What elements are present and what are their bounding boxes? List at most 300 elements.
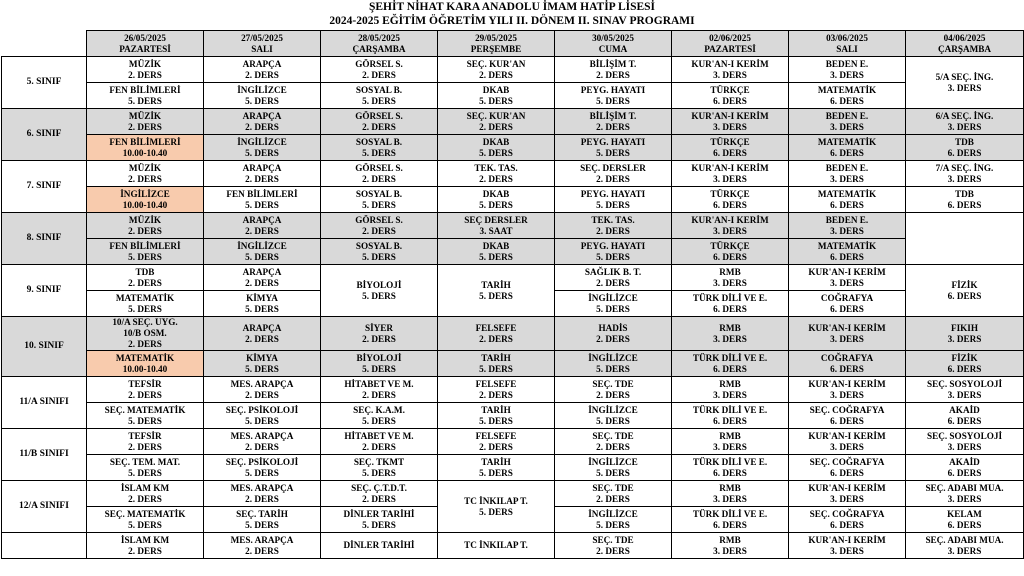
exam-cell bbox=[438, 403, 555, 429]
highlighted-exam-cell bbox=[87, 351, 204, 377]
exam-cell bbox=[789, 57, 906, 83]
exam-period: 6. DERS bbox=[947, 415, 982, 426]
exam-period: 3. DERS bbox=[830, 69, 864, 80]
exam-period: 2. DERS bbox=[128, 277, 162, 288]
exam-period: 3. DERS bbox=[947, 82, 982, 93]
subject-name: ARAPÇA bbox=[242, 110, 282, 121]
subject-name: HİTABET VE M. bbox=[344, 378, 414, 389]
schedule-row bbox=[2, 481, 1024, 507]
exam-cell bbox=[321, 507, 438, 533]
exam-period: 3. DERS bbox=[830, 389, 864, 400]
subject-name: TARİH bbox=[481, 404, 511, 415]
exam-cell bbox=[321, 455, 438, 481]
subject-name: İNGİLİZCE bbox=[588, 352, 638, 363]
exam-cell bbox=[204, 83, 321, 109]
exam-period: 2. DERS bbox=[245, 545, 279, 556]
class-label: 10. SINIF bbox=[2, 317, 87, 377]
exam-period: 2. DERS bbox=[128, 173, 162, 184]
exam-cell bbox=[87, 533, 204, 559]
subject-name: ARAPÇA bbox=[242, 266, 282, 277]
exam-period: 2. DERS bbox=[362, 441, 396, 452]
exam-cell bbox=[789, 291, 906, 317]
subject-name: FEN BİLİMLERİ bbox=[109, 84, 181, 95]
exam-period: 5. DERS bbox=[596, 251, 630, 262]
exam-period: 5. DERS bbox=[245, 95, 279, 106]
subject-name: SAĞLIK B. T. bbox=[584, 266, 642, 277]
subject-name: TARİH bbox=[481, 352, 511, 363]
subject-name: MATEMATİK bbox=[817, 84, 877, 95]
subject-name: TC İNKILAP T. bbox=[464, 540, 528, 550]
exam-cell bbox=[204, 291, 321, 317]
exam-cell bbox=[321, 57, 438, 83]
exam-period: 6. DERS bbox=[713, 95, 747, 106]
exam-period: 2. DERS bbox=[596, 389, 630, 400]
subject-name: BİLİŞİM T. bbox=[589, 110, 637, 121]
subject-name: SEÇ. DERSLER bbox=[580, 162, 646, 173]
exam-cell bbox=[789, 83, 906, 109]
subject-name: MES. ARAPÇA bbox=[230, 430, 294, 441]
exam-cell bbox=[438, 109, 555, 135]
day-name: SALI bbox=[251, 43, 273, 54]
exam-cell bbox=[204, 377, 321, 403]
exam-period: 3. DERS bbox=[830, 225, 864, 236]
subject-name: PEYG. HAYATI bbox=[580, 136, 646, 147]
class-label: 11/A SINIFI bbox=[2, 377, 87, 429]
subject-name: MÜZİK bbox=[128, 214, 162, 225]
subject-name: KUR'AN-I KERİM bbox=[808, 534, 886, 545]
subject-name: RMB bbox=[719, 322, 741, 333]
exam-cell bbox=[789, 403, 906, 429]
exam-cell bbox=[672, 213, 789, 239]
subject-name: DKAB bbox=[482, 136, 510, 147]
highlighted-exam-cell bbox=[87, 135, 204, 161]
subject-name: AKAİD bbox=[949, 456, 980, 467]
exam-period: 2. DERS bbox=[479, 121, 513, 132]
class-label bbox=[2, 533, 87, 559]
schedule-row bbox=[2, 351, 1024, 377]
exam-period: 3. DERS bbox=[713, 389, 747, 400]
subject-name: TÜRKÇE bbox=[710, 84, 750, 95]
subject-name: TARİH bbox=[481, 279, 511, 290]
exam-cell bbox=[672, 291, 789, 317]
subject-name: PEYG. HAYATI bbox=[580, 188, 646, 199]
exam-period: 3. DERS bbox=[947, 333, 982, 344]
exam-cell bbox=[789, 239, 906, 265]
exam-cell bbox=[555, 57, 672, 83]
subject-name: FIKIH bbox=[950, 322, 979, 333]
exam-cell bbox=[672, 265, 789, 291]
exam-cell bbox=[87, 507, 204, 533]
subject-name: MATEMATİK bbox=[817, 188, 877, 199]
exam-period: 2. DERS bbox=[596, 121, 630, 132]
exam-period: 2. DERS bbox=[596, 173, 630, 184]
exam-cell bbox=[906, 135, 1024, 161]
exam-cell bbox=[321, 135, 438, 161]
subject-name: FİZİK bbox=[951, 279, 978, 290]
subject-name: TDB bbox=[955, 136, 974, 147]
exam-cell bbox=[672, 507, 789, 533]
day-date: 30/05/2025 bbox=[592, 32, 634, 43]
exam-cell bbox=[321, 481, 438, 507]
exam-cell bbox=[87, 429, 204, 455]
subject-name: GÖRSEL S. bbox=[355, 162, 403, 173]
exam-period: 5. DERS bbox=[479, 147, 513, 158]
subject-name: SEÇ. TDE bbox=[592, 430, 634, 441]
exam-cell bbox=[438, 135, 555, 161]
day-date: 03/06/2025 bbox=[826, 32, 868, 43]
subject-name: KUR'AN-I KERİM bbox=[691, 110, 769, 121]
subject-name: COĞRAFYA bbox=[820, 352, 874, 363]
exam-cell bbox=[789, 161, 906, 187]
exam-cell bbox=[321, 429, 438, 455]
subject-name: 5/A SEÇ. İNG. bbox=[935, 71, 994, 82]
exam-cell bbox=[906, 481, 1024, 507]
subject-name: İNGİLİZCE bbox=[237, 84, 287, 95]
day-name: PAZARTESİ bbox=[119, 43, 171, 54]
exam-cell bbox=[438, 265, 555, 317]
exam-period: 3. DERS bbox=[713, 173, 747, 184]
exam-period: 5. DERS bbox=[479, 251, 513, 262]
subject-name: TC İNKILAP T. bbox=[464, 495, 528, 506]
subject-name: SEÇ. MATEMATİK bbox=[104, 508, 186, 519]
exam-cell bbox=[672, 135, 789, 161]
exam-period: 2. DERS bbox=[245, 441, 279, 452]
exam-period: 6. DERS bbox=[830, 519, 864, 530]
subject-name: BEDEN E. bbox=[825, 58, 869, 69]
exam-period: 2. DERS bbox=[245, 69, 279, 80]
exam-cell bbox=[906, 533, 1024, 559]
exam-cell bbox=[906, 161, 1024, 187]
subject-name: RMB bbox=[719, 430, 741, 441]
exam-period: 2. DERS bbox=[245, 389, 279, 400]
exam-cell bbox=[906, 351, 1024, 377]
exam-cell bbox=[204, 187, 321, 213]
exam-period: 5. DERS bbox=[245, 303, 279, 314]
subject-name: SEÇ. ADABI MUA. bbox=[925, 482, 1004, 493]
exam-period: 5. DERS bbox=[362, 251, 396, 262]
exam-period: 3. DERS bbox=[713, 333, 747, 344]
exam-period: 6. DERS bbox=[947, 363, 982, 374]
exam-cell bbox=[672, 351, 789, 377]
exam-period: 6. DERS bbox=[713, 147, 747, 158]
exam-cell bbox=[87, 83, 204, 109]
exam-period: 6. DERS bbox=[713, 415, 747, 426]
exam-cell bbox=[906, 507, 1024, 533]
exam-period: 5. DERS bbox=[245, 199, 279, 210]
subject-name: SOSYAL B. bbox=[355, 188, 403, 199]
subject-name: MATEMATİK bbox=[817, 136, 877, 147]
subject-name: TÜRKÇE bbox=[710, 136, 750, 147]
exam-cell bbox=[906, 403, 1024, 429]
exam-period: 2. DERS bbox=[596, 333, 630, 344]
exam-period: 3. DERS bbox=[713, 69, 747, 80]
day-header bbox=[87, 31, 204, 57]
subject-name: SEÇ. SOSYOLOJİ bbox=[926, 378, 1003, 389]
exam-cell bbox=[789, 187, 906, 213]
subject-name: SEÇ. SOSYOLOJİ bbox=[926, 430, 1003, 441]
exam-cell bbox=[555, 455, 672, 481]
subject-name: SEÇ. COĞRAFYA bbox=[809, 456, 885, 467]
exam-cell bbox=[204, 429, 321, 455]
subject-name: SEÇ. TDE bbox=[592, 482, 634, 493]
schedule-row bbox=[2, 109, 1024, 135]
exam-period: 5. DERS bbox=[128, 95, 162, 106]
exam-cell bbox=[438, 317, 555, 351]
exam-period: 5. DERS bbox=[245, 519, 279, 530]
subject-name: TEK. TAS. bbox=[474, 162, 518, 173]
subject-name: KİMYA bbox=[246, 352, 278, 363]
subject-name: SEÇ. TKMT bbox=[353, 456, 405, 467]
subject-name: DKAB bbox=[482, 188, 510, 199]
exam-cell bbox=[555, 429, 672, 455]
subject-name: SOSYAL B. bbox=[355, 136, 403, 147]
exam-cell bbox=[438, 481, 555, 533]
exam-cell bbox=[555, 109, 672, 135]
subject-name: SEÇ. PSİKOLOJİ bbox=[225, 456, 299, 467]
exam-period: 3. DERS bbox=[947, 545, 982, 556]
exam-period: 2. DERS bbox=[128, 389, 162, 400]
exam-cell bbox=[906, 455, 1024, 481]
exam-period: 5. DERS bbox=[479, 290, 513, 301]
subject-name: PEYG. HAYATI bbox=[580, 240, 646, 251]
subject-name: TEFSİR bbox=[128, 378, 162, 389]
exam-period: 5. DERS bbox=[479, 467, 513, 478]
schedule-row bbox=[2, 455, 1024, 481]
day-date: 26/05/2025 bbox=[124, 32, 166, 43]
exam-period: 10.00-10.40 bbox=[122, 363, 168, 374]
exam-cell bbox=[204, 507, 321, 533]
exam-period: 2. DERS bbox=[128, 493, 162, 504]
exam-period: 2. DERS bbox=[245, 225, 279, 236]
subject-name: RMB bbox=[719, 266, 741, 277]
exam-cell bbox=[87, 317, 204, 351]
subject-name: AKAİD bbox=[949, 404, 980, 415]
exam-cell bbox=[321, 351, 438, 377]
exam-period: 6. DERS bbox=[713, 363, 747, 374]
exam-period: 5. DERS bbox=[128, 251, 162, 262]
exam-period: 2. DERS bbox=[362, 69, 396, 80]
exam-cell bbox=[87, 239, 204, 265]
exam-cell bbox=[321, 239, 438, 265]
subject-name: MES. ARAPÇA bbox=[230, 534, 294, 545]
class-label: 12/A SINIFI bbox=[2, 481, 87, 533]
day-name: PERŞEMBE bbox=[470, 43, 522, 54]
exam-cell bbox=[204, 239, 321, 265]
subject-name: 7/A SEÇ. İNG. bbox=[935, 162, 994, 173]
day-date: 04/06/2025 bbox=[943, 32, 986, 43]
exam-cell bbox=[321, 109, 438, 135]
subject-name: FELSEFE bbox=[475, 430, 517, 441]
exam-period: 5. DERS bbox=[245, 147, 279, 158]
subject-name: DİNLER TARİHİ bbox=[343, 540, 415, 550]
exam-period: 2. DERS bbox=[245, 493, 279, 504]
exam-period: 2. DERS bbox=[479, 173, 513, 184]
exam-period: 2. DERS bbox=[362, 173, 396, 184]
exam-cell bbox=[438, 429, 555, 455]
exam-cell bbox=[438, 213, 555, 239]
subject-name: GÖRSEL S. bbox=[355, 110, 403, 121]
subject-name: TÜRK DİLİ VE E. bbox=[692, 456, 768, 467]
exam-period: 2. DERS bbox=[596, 69, 630, 80]
exam-cell bbox=[438, 83, 555, 109]
exam-period: 5. DERS bbox=[245, 415, 279, 426]
exam-period: 3. DERS bbox=[830, 121, 864, 132]
exam-period: 5. DERS bbox=[362, 519, 396, 530]
class-label: 11/B SINIFI bbox=[2, 429, 87, 481]
exam-cell bbox=[789, 429, 906, 455]
day-date: 27/05/2025 bbox=[241, 32, 283, 43]
day-header bbox=[906, 31, 1024, 57]
exam-cell bbox=[789, 455, 906, 481]
subject-name: KİMYA bbox=[246, 292, 278, 303]
exam-cell bbox=[789, 507, 906, 533]
subject-name: SEÇ. TDE bbox=[592, 378, 634, 389]
exam-cell bbox=[672, 455, 789, 481]
subject-name: TÜRK DİLİ VE E. bbox=[692, 404, 768, 415]
exam-period: 5. DERS bbox=[479, 95, 513, 106]
exam-period: 3. SAAT bbox=[479, 225, 513, 236]
exam-cell bbox=[321, 83, 438, 109]
exam-cell bbox=[204, 481, 321, 507]
exam-period: 5. DERS bbox=[128, 303, 162, 314]
exam-period: 5. DERS bbox=[128, 415, 162, 426]
exam-period: 2. DERS bbox=[362, 333, 396, 344]
exam-cell bbox=[555, 377, 672, 403]
exam-cell bbox=[672, 83, 789, 109]
day-header bbox=[438, 31, 555, 57]
exam-cell bbox=[789, 265, 906, 291]
schedule-row bbox=[2, 161, 1024, 187]
subject-name: SEÇ. COĞRAFYA bbox=[809, 508, 885, 519]
exam-cell bbox=[672, 57, 789, 83]
exam-cell bbox=[438, 187, 555, 213]
exam-cell bbox=[906, 317, 1024, 351]
exam-cell bbox=[438, 239, 555, 265]
subject-name: BEDEN E. bbox=[825, 110, 869, 121]
subject-name: SEÇ. KUR'AN bbox=[466, 58, 526, 69]
schedule-row bbox=[2, 57, 1024, 83]
exam-cell bbox=[672, 317, 789, 351]
exam-period: 3. DERS bbox=[947, 173, 982, 184]
exam-period: 6. DERS bbox=[713, 199, 747, 210]
subject-name: İNGİLİZCE bbox=[237, 240, 287, 251]
exam-period: 5. DERS bbox=[128, 519, 162, 530]
day-header bbox=[321, 31, 438, 57]
exam-period: 5. DERS bbox=[479, 415, 513, 426]
exam-cell bbox=[555, 481, 672, 507]
subject-name: İNGİLİZCE bbox=[588, 404, 638, 415]
exam-period: 2. DERS bbox=[362, 121, 396, 132]
exam-period: 2. DERS bbox=[245, 173, 279, 184]
exam-cell bbox=[204, 455, 321, 481]
subject-name: İNGİLİZCE bbox=[237, 136, 287, 147]
exam-period: 5. DERS bbox=[596, 467, 630, 478]
subject-name: RMB bbox=[719, 534, 741, 545]
exam-cell bbox=[672, 429, 789, 455]
day-date: 29/05/2025 bbox=[475, 32, 517, 43]
exam-cell bbox=[555, 135, 672, 161]
exam-period: 10/B OSM. bbox=[123, 328, 167, 338]
subject-name: TEK. TAS. bbox=[591, 214, 635, 225]
exam-period: 5. DERS bbox=[362, 363, 396, 374]
day-header bbox=[204, 31, 321, 57]
exam-period: 5. DERS bbox=[362, 147, 396, 158]
exam-period: 5. DERS bbox=[362, 95, 396, 106]
exam-cell bbox=[789, 481, 906, 507]
exam-period: 2. DERS bbox=[128, 545, 162, 556]
subject-name: TÜRK DİLİ VE E. bbox=[692, 508, 768, 519]
subject-name: SOSYAL B. bbox=[355, 84, 403, 95]
subject-name: SEÇ. TEM. MAT. bbox=[109, 456, 181, 467]
exam-program-title: 2024-2025 EĞİTİM ÖĞRETİM YILI II. DÖNEM II. SINAV PROGRAMI bbox=[329, 15, 695, 27]
exam-cell bbox=[321, 403, 438, 429]
subject-name: SOSYAL B. bbox=[355, 240, 403, 251]
subject-name: MÜZİK bbox=[128, 162, 162, 173]
exam-cell bbox=[204, 317, 321, 351]
exam-period: 5. DERS bbox=[596, 415, 630, 426]
exam-cell bbox=[204, 161, 321, 187]
subject-name: HADİS bbox=[598, 322, 628, 333]
exam-cell bbox=[87, 481, 204, 507]
subject-name: BEDEN E. bbox=[825, 162, 869, 173]
exam-cell bbox=[672, 403, 789, 429]
exam-period: 2. DERS bbox=[362, 389, 396, 400]
exam-period: 5. DERS bbox=[362, 467, 396, 478]
subject-name: FEN BİLİMLERİ bbox=[109, 136, 181, 147]
subject-name: COĞRAFYA bbox=[820, 292, 874, 303]
exam-cell bbox=[555, 161, 672, 187]
exam-period: 5. DERS bbox=[596, 95, 630, 106]
subject-name: SEÇ. TDE bbox=[592, 534, 634, 545]
class-label: 9. SINIF bbox=[2, 265, 87, 317]
exam-period: 6. DERS bbox=[830, 303, 864, 314]
exam-period: 3. DERS bbox=[830, 493, 864, 504]
day-name: PAZARTESİ bbox=[704, 43, 756, 54]
exam-period: 3. DERS bbox=[830, 333, 864, 344]
exam-cell bbox=[672, 161, 789, 187]
subject-name: TEFSİR bbox=[128, 430, 162, 441]
exam-cell bbox=[321, 213, 438, 239]
subject-name: MES. ARAPÇA bbox=[230, 482, 294, 493]
exam-period: 5. DERS bbox=[362, 199, 396, 210]
subject-name: İNGİLİZCE bbox=[120, 188, 170, 199]
subject-name: ARAPÇA bbox=[242, 322, 282, 333]
subject-name: ARAPÇA bbox=[242, 214, 282, 225]
subject-name: KUR'AN-I KERİM bbox=[808, 482, 886, 493]
schedule-row bbox=[2, 403, 1024, 429]
exam-period: 6. DERS bbox=[830, 147, 864, 158]
subject-name: MÜZİK bbox=[128, 110, 162, 121]
exam-cell bbox=[555, 83, 672, 109]
subject-name: PEYG. HAYATI bbox=[580, 84, 646, 95]
exam-period: 2. DERS bbox=[596, 493, 630, 504]
exam-period: 5. DERS bbox=[128, 467, 162, 478]
exam-period: 3. DERS bbox=[713, 121, 747, 132]
schedule-row bbox=[2, 187, 1024, 213]
exam-period: 6. DERS bbox=[830, 95, 864, 106]
day-name: ÇARŞAMBA bbox=[352, 43, 406, 54]
exam-cell bbox=[87, 109, 204, 135]
exam-cell bbox=[555, 507, 672, 533]
exam-cell bbox=[672, 481, 789, 507]
exam-period: 2. DERS bbox=[596, 225, 630, 236]
exam-cell bbox=[789, 317, 906, 351]
exam-cell bbox=[87, 161, 204, 187]
exam-cell bbox=[87, 455, 204, 481]
subject-name: KUR'AN-I KERİM bbox=[691, 162, 769, 173]
exam-cell bbox=[906, 213, 1024, 265]
exam-cell bbox=[87, 57, 204, 83]
